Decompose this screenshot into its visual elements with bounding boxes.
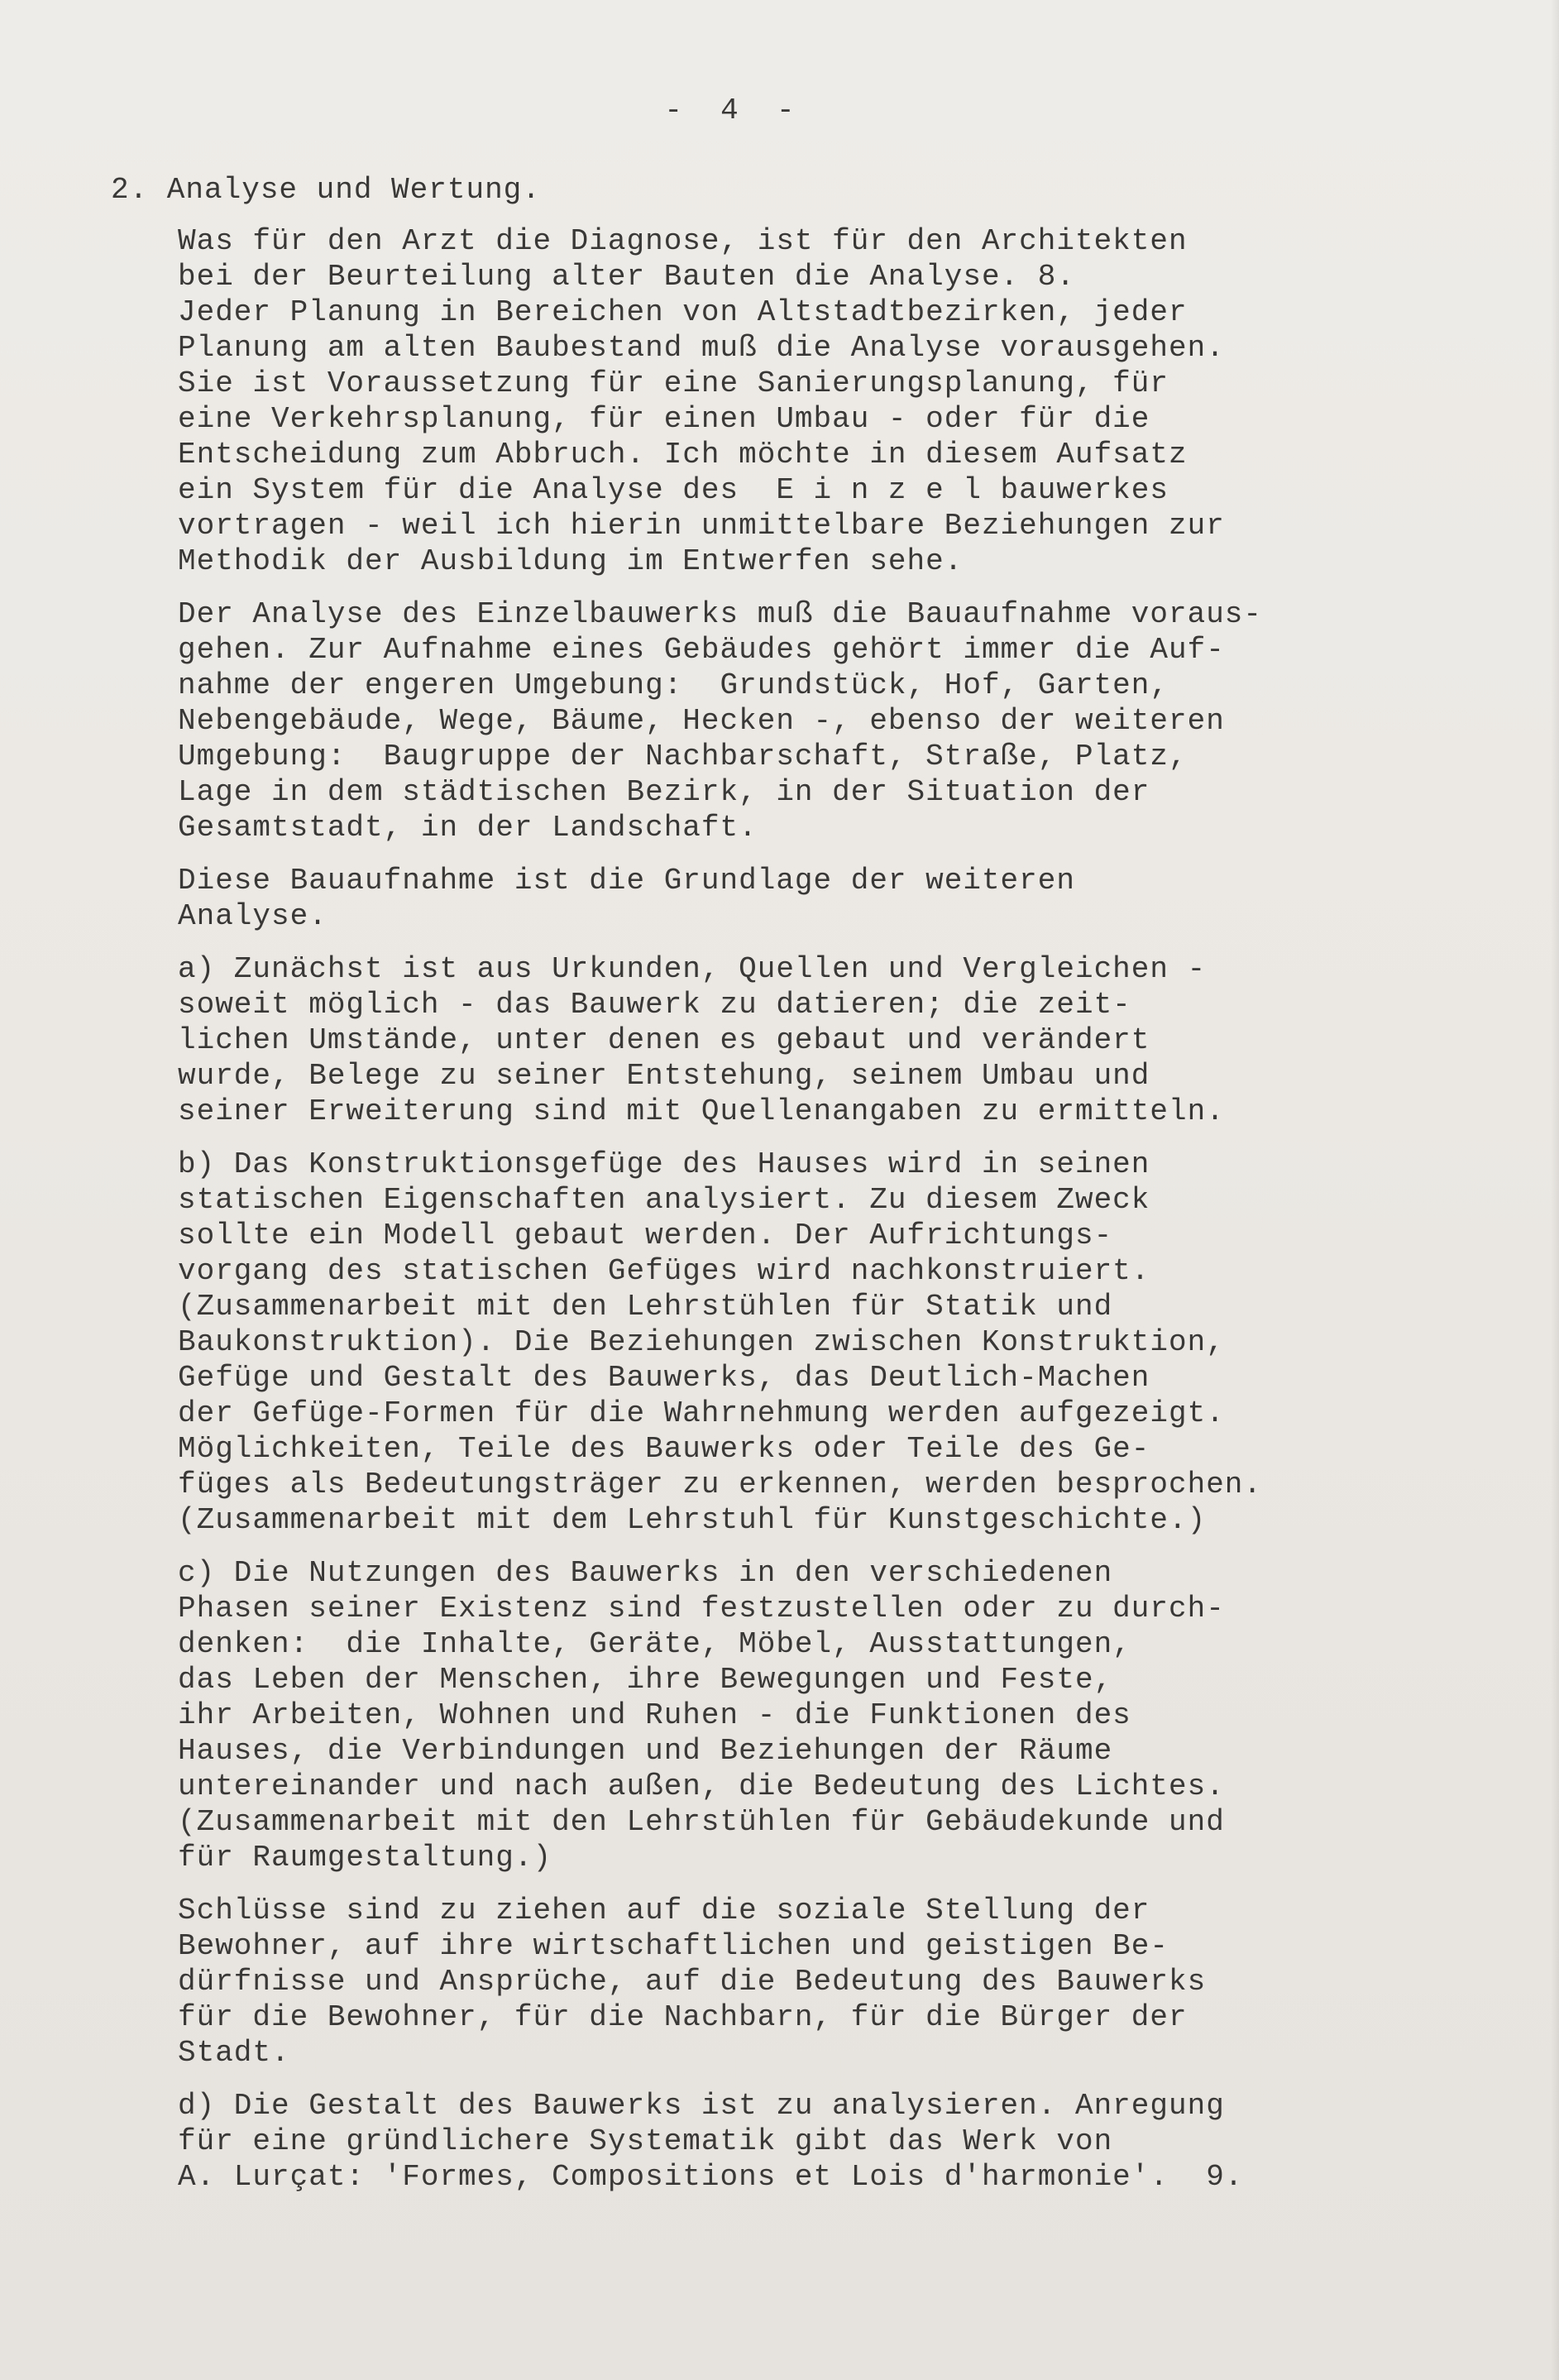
text-line: nahme der engeren Umgebung: Grundstück, Hof, Garten,: [178, 668, 1169, 702]
text-line: (Zusammenarbeit mit dem Lehrstuhl für Kunstgeschichte.): [178, 1503, 1207, 1537]
text-line: a) Zunächst ist aus Urkunden, Quellen und Vergleichen -: [178, 952, 1207, 986]
text-line: bei der Beurteilung alter Bauten die Analyse. 8.: [178, 260, 1075, 294]
text-line: denken: die Inhalte, Geräte, Möbel, Ausstattungen,: [178, 1627, 1131, 1661]
text-line: Methodik der Ausbildung im Entwerfen sehe.: [178, 544, 964, 578]
text-line: b) Das Konstruktionsgefüge des Hauses wird in seinen: [178, 1147, 1150, 1181]
text-line: wurde, Belege zu seiner Entstehung, seinem Umbau und: [178, 1059, 1150, 1093]
text-line: für eine gründlichere Systematik gibt das Werk von: [178, 2124, 1113, 2158]
text-line: ihr Arbeiten, Wohnen und Ruhen - die Funktionen des: [178, 1698, 1131, 1732]
text-line: Möglichkeiten, Teile des Bauwerks oder Teile des Ge-: [178, 1432, 1150, 1466]
text-line: Analyse.: [178, 899, 328, 933]
text-line: (Zusammenarbeit mit den Lehrstühlen für Statik und: [178, 1290, 1113, 1324]
text-line: lichen Umstände, unter denen es gebaut und verändert: [178, 1023, 1150, 1057]
text-line: füges als Bedeutungsträger zu erkennen, werden besprochen.: [178, 1468, 1263, 1501]
text-line: für die Bewohner, für die Nachbarn, für die Bürger der: [178, 2000, 1188, 2034]
text-line: vortragen - weil ich hierin unmittelbare Beziehungen zur: [178, 509, 1225, 543]
text-line: Stadt.: [178, 2036, 290, 2070]
text-line: Nebengebäude, Wege, Bäume, Hecken -, ebenso der weiteren: [178, 704, 1225, 738]
text-line: statischen Eigenschaften analysiert. Zu diesem Zweck: [178, 1183, 1150, 1217]
text-line: c) Die Nutzungen des Bauwerks in den verschiedenen: [178, 1556, 1113, 1590]
text-line: untereinander und nach außen, die Bedeutung des Lichtes.: [178, 1769, 1225, 1803]
text-line: Entscheidung zum Abbruch. Ich möchte in diesem Aufsatz: [178, 438, 1188, 472]
text-line: gehen. Zur Aufnahme eines Gebäudes gehört immer die Auf-: [178, 633, 1225, 667]
paragraph-grundlage: [178, 863, 1468, 934]
text-line: A. Lurçat: 'Formes, Compositions et Lois d'harmonie'. 9.: [178, 2160, 1244, 2194]
text-line: Sie ist Voraussetzung für eine Sanierungsplanung, für: [178, 366, 1169, 400]
text-line: Gefüge und Gestalt des Bauwerks, das Deutlich-Machen: [178, 1361, 1150, 1395]
text-line: Schlüsse sind zu ziehen auf die soziale Stellung der: [178, 1894, 1150, 1927]
text-line: Hauses, die Verbindungen und Beziehungen der Räume: [178, 1734, 1113, 1768]
body-text: [178, 223, 1468, 2212]
paragraph-item-d: [178, 2088, 1468, 2195]
page-number: - 4 -: [664, 93, 796, 127]
text-line: Lage in dem städtischen Bezirk, in der Situation der: [178, 775, 1150, 809]
paragraph-intro: [178, 223, 1468, 579]
page-edge-shadow: [1551, 0, 1559, 2380]
text-line: Jeder Planung in Bereichen von Altstadtbezirken, jeder: [178, 295, 1188, 329]
text-line: Gesamtstadt, in der Landschaft.: [178, 811, 758, 845]
text-line: der Gefüge-Formen für die Wahrnehmung werden aufgezeigt.: [178, 1396, 1225, 1430]
paragraph-bauaufnahme: [178, 596, 1468, 845]
paragraph-schluesse: [178, 1893, 1468, 2071]
text-line: Phasen seiner Existenz sind festzustellen oder zu durch-: [178, 1592, 1225, 1626]
text-line: Bewohner, auf ihre wirtschaftlichen und geistigen Be-: [178, 1929, 1169, 1963]
text-line: d) Die Gestalt des Bauwerks ist zu analysieren. Anregung: [178, 2089, 1225, 2123]
paragraph-item-a: [178, 951, 1468, 1129]
text-line: Der Analyse des Einzelbauwerks muß die Bauaufnahme voraus-: [178, 597, 1263, 631]
text-line: ein System für die Analyse des E i n z e l bauwerkes: [178, 473, 1169, 507]
text-line: eine Verkehrsplanung, für einen Umbau - oder für die: [178, 402, 1150, 436]
text-line: das Leben der Menschen, ihre Bewegungen und Feste,: [178, 1663, 1113, 1697]
text-line: sollte ein Modell gebaut werden. Der Aufrichtungs-: [178, 1219, 1113, 1252]
text-line: Umgebung: Baugruppe der Nachbarschaft, Straße, Platz,: [178, 740, 1188, 773]
paragraph-item-c: [178, 1555, 1468, 1875]
text-line: vorgang des statischen Gefüges wird nachkonstruiert.: [178, 1254, 1150, 1288]
text-line: soweit möglich - das Bauwerk zu datieren; die zeit-: [178, 988, 1131, 1022]
text-line: für Raumgestaltung.): [178, 1841, 552, 1875]
text-line: (Zusammenarbeit mit den Lehrstühlen für Gebäudekunde und: [178, 1805, 1225, 1839]
text-line: Diese Bauaufnahme ist die Grundlage der weiteren: [178, 864, 1075, 898]
section-heading: 2. Analyse und Wertung.: [111, 173, 541, 207]
text-line: Planung am alten Baubestand muß die Analyse vorausgehen.: [178, 331, 1225, 365]
text-line: Was für den Arzt die Diagnose, ist für den Architekten: [178, 224, 1188, 258]
text-line: Baukonstruktion). Die Beziehungen zwischen Konstruktion,: [178, 1325, 1225, 1359]
text-line: dürfnisse und Ansprüche, auf die Bedeutung des Bauwerks: [178, 1965, 1207, 1999]
text-line: seiner Erweiterung sind mit Quellenangaben zu ermitteln.: [178, 1094, 1225, 1128]
paragraph-item-b: [178, 1147, 1468, 1538]
